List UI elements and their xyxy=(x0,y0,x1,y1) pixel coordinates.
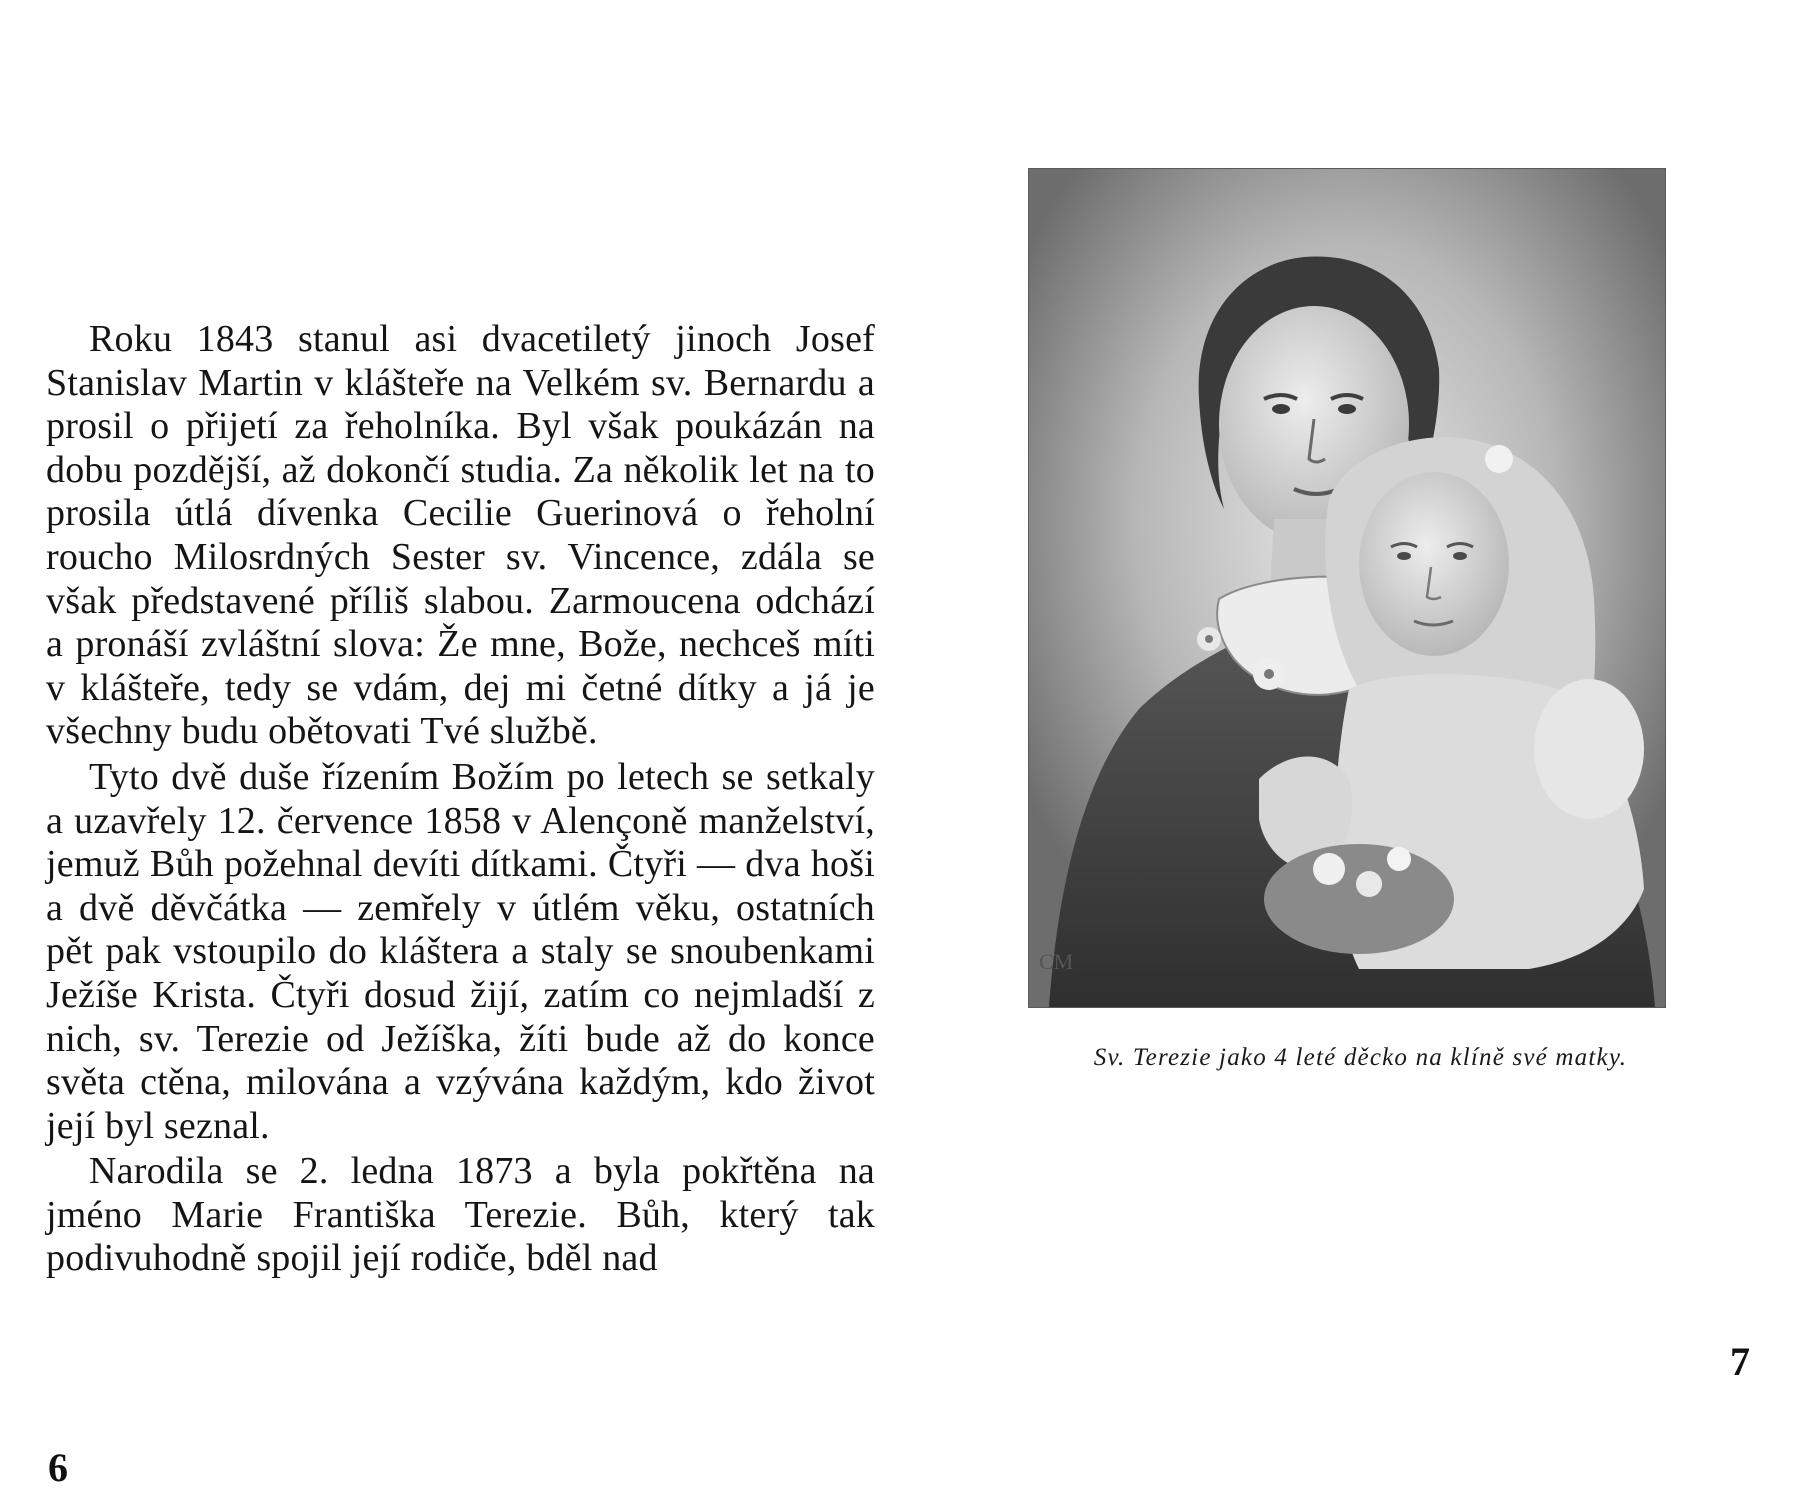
right-page xyxy=(907,0,1814,1500)
portrait-drawing xyxy=(1029,169,1665,1007)
page-number-right: 7 xyxy=(1730,1339,1750,1384)
illustration-caption: Sv. Terezie jako 4 leté děcko na klíně své matky. xyxy=(1093,1044,1628,1071)
page-number-left: 6 xyxy=(48,1445,68,1490)
body-text xyxy=(46,318,875,1283)
paragraph-3: Narodila se 2. ledna 1873 a byla pokřtěna na jméno Marie Františka Terezie. Bůh, který tak podivuhodně spojil její rodiče, bděl nad xyxy=(46,1150,875,1280)
portrait-illustration xyxy=(1028,168,1666,1008)
paragraph-1: Roku 1843 stanul asi dvacetiletý jinoch Josef Stanislav Martin v klášteře na Velkém sv. Bernardu a prosil o přijetí za řeholníka. Byl však poukázán na dobu pozdější, až dokončí studia. Za několik let na to prosila útlá dívenka Cecilie Guerinová o řeholní roucho Milosrdných Sester sv. Vincence, zdála se však představené příliš slabou. Zarmoucena odchází a pronáší zvláštní slova: Že mne, Bože, nechceš míti v klášteře, tedy se vdám, dej mi četné dítky a já je všechny budu obětovati Tvé službě. xyxy=(46,318,875,753)
svg-text:CM: CM xyxy=(1039,949,1074,974)
paragraph-2: Tyto dvě duše řízením Božím po letech se setkaly a uzavřely 12. července 1858 v Alençoně manželství, jemuž Bůh požehnal devíti dítkami. Čtyři — dva hoši a dvě děvčátka — zemřely v útlém věku, ostatních pět pak vstoupilo do kláštera a staly se snoubenkami Ježíše Krista. Čtyři dosud žijí, zatím co nejmladší z nich, sv. Terezie od Ježíška, žíti bude až do konce světa ctěna, milována a vzývána každým, kdo život její byl seznal. xyxy=(46,755,875,1147)
